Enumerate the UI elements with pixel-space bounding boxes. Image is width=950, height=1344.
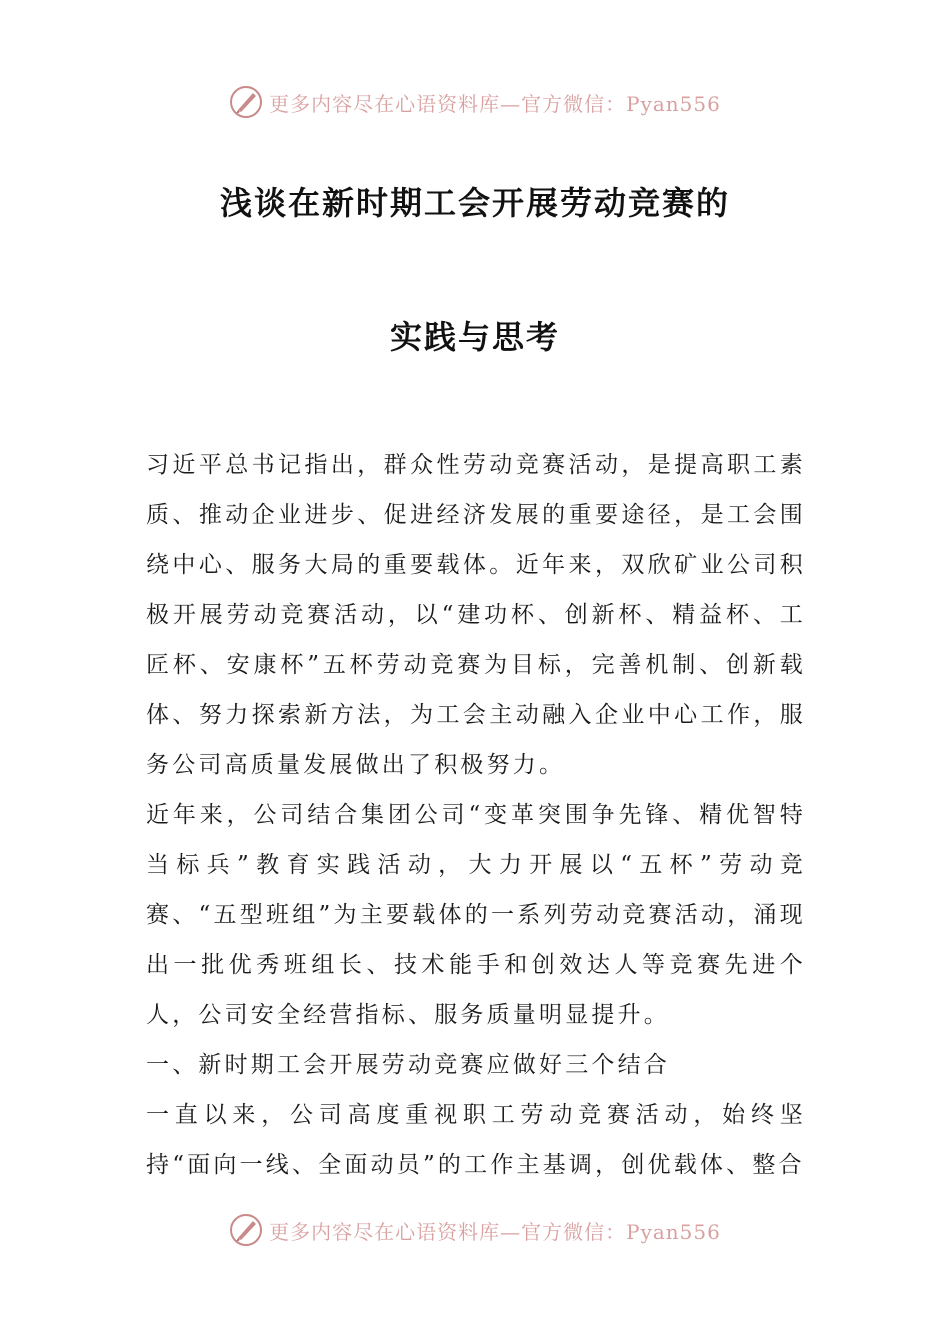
watermark-text: 更多内容尽在心语资料库—官方微信：Pyan556 xyxy=(269,1219,721,1244)
quill-logo-icon xyxy=(229,85,263,119)
paragraph: 习近平总书记指出，群众性劳动竞赛活动，是提高职工素质、推动企业进步、促进经济发展的重要途径，是工会围绕中心、服务大局的重要载体。近年来，双欣矿业公司积极开展劳动竞赛活动，以“建功杯、创新杯、精益杯、工匠杯、安康杯”五杯劳动竞赛为目标，完善机制、创新载体、努力探索新方法，为工会主动融入企业中心工作，服务公司高质量发展做出了积极努力。 xyxy=(146,452,806,778)
quill-logo-icon xyxy=(229,1213,263,1247)
paragraph: 近年来，公司结合集团公司“变革突围争先锋、精优智特当标兵”教育实践活动，大力开展以“五杯”劳动竞赛、“五型班组”为主要载体的一系列劳动竞赛活动，涌现出一批优秀班组长、技术能手和创效达人等竞赛先进个人，公司安全经营指标、服务质量明显提升。 xyxy=(146,802,806,1028)
document-title-line-1: 浅谈在新时期工会开展劳动竞赛的 xyxy=(219,184,730,222)
paragraph: 一直以来，公司高度重视职工劳动竞赛活动，始终坚持“面向一线、全面动员”的工作主基调，创优载体、整合 xyxy=(146,1102,806,1178)
footer-watermark xyxy=(0,1208,950,1252)
header-watermark xyxy=(0,80,950,124)
document-body xyxy=(146,440,806,1190)
section-heading: 一、新时期工会开展劳动竞赛应做好三个结合 xyxy=(146,1052,670,1078)
document-title-line-2: 实践与思考 xyxy=(389,318,560,356)
watermark-text: 更多内容尽在心语资料库—官方微信：Pyan556 xyxy=(269,91,721,116)
